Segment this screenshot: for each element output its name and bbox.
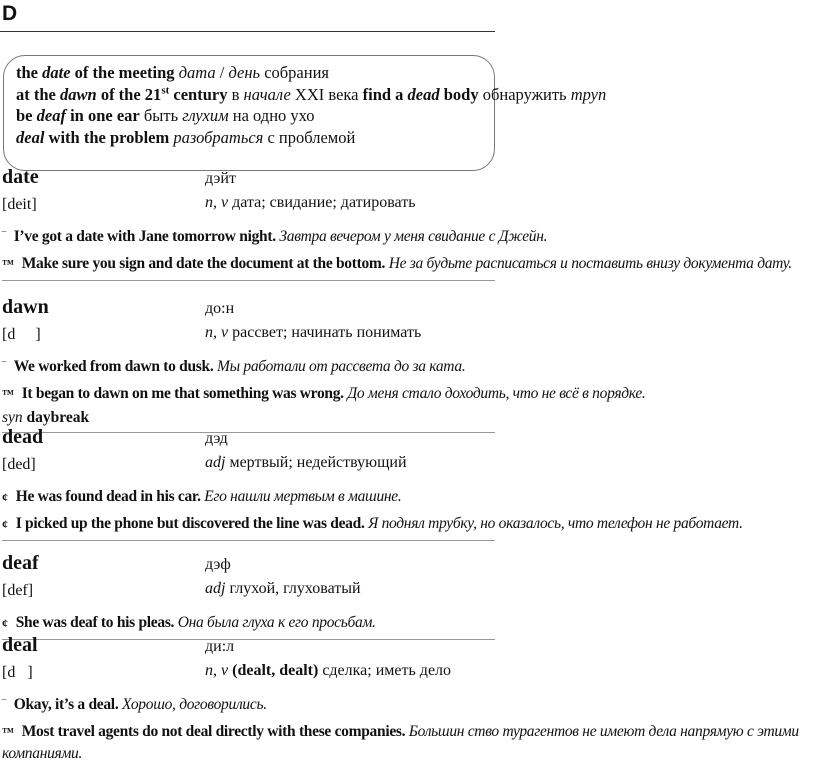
russian-pronunciation: дэйт	[205, 170, 236, 187]
example-russian: Не за будьте расписаться и поставить внизу документа дату.	[388, 255, 792, 272]
example-english: Okay, it’s a deal.	[13, 696, 119, 713]
collocation-line	[16, 84, 606, 106]
definition	[205, 662, 451, 680]
collocation-segment: быть	[139, 106, 183, 125]
dictionary-entry	[2, 552, 816, 640]
entry-divider	[2, 540, 495, 541]
example-sentence	[2, 486, 816, 508]
example-marker: ‾	[2, 360, 6, 374]
definition	[205, 194, 416, 212]
headword: deaf	[2, 552, 39, 574]
part-of-speech: n, v	[205, 662, 229, 679]
russian-pronunciation: до:н	[205, 300, 235, 317]
dictionary-entry	[2, 634, 816, 765]
translation: сделка; иметь дело	[322, 662, 452, 679]
example-sentence	[2, 694, 816, 716]
definition	[205, 580, 361, 598]
part-of-speech: n, v	[205, 194, 229, 211]
collocation-segment: date	[42, 63, 71, 82]
dictionary-entry	[2, 166, 816, 281]
collocation-segment: dead	[407, 84, 440, 104]
synonym	[2, 409, 816, 427]
transcription-row	[2, 580, 816, 604]
example-english: He was found dead in his car.	[15, 488, 201, 505]
collocation-segment: of the meeting	[70, 63, 179, 82]
collocation-segment: глухим	[182, 106, 229, 125]
example-english: I’ve got a date with Jane tomorrow night.	[13, 228, 276, 245]
transcription: [d ]	[2, 664, 33, 681]
collocation-segment: день	[228, 63, 261, 82]
transcription: [ded]	[2, 456, 36, 473]
collocation-segment: дата	[178, 63, 216, 82]
divider	[0, 31, 495, 32]
dictionary-entry	[2, 296, 816, 433]
translation: дата; свидание; датировать	[232, 194, 416, 211]
collocation-segment: find a	[362, 84, 408, 104]
example-sentence	[2, 356, 816, 378]
example-marker: ‾	[2, 230, 6, 244]
collocation-segment: deaf	[36, 106, 66, 125]
collocation-segment: body	[439, 84, 479, 104]
example-russian: Она была глуха к его просьбам.	[177, 614, 376, 631]
transcription-row	[2, 324, 816, 348]
example-russian: Завтра вечером у меня свидание с Джейн.	[279, 228, 548, 245]
collocation-segment: с проблемой	[263, 127, 356, 147]
transcription: [d ]	[2, 326, 41, 343]
example-sentence	[2, 253, 816, 275]
part-of-speech: n, v	[205, 324, 229, 341]
transcription-row	[2, 194, 816, 218]
example-marker: ™	[2, 725, 14, 739]
headword: dawn	[2, 296, 49, 318]
example-russian: До меня стало доходить, что не всё в порядке.	[347, 385, 646, 402]
collocations-list	[16, 62, 606, 148]
example-english: We worked from dawn to dusk.	[13, 358, 214, 375]
example-sentence	[2, 612, 816, 634]
example-sentence	[2, 383, 816, 405]
translation: глухой, глуховатый	[229, 580, 361, 597]
collocation-segment: in one ear	[65, 106, 140, 125]
collocation-segment: в	[227, 84, 244, 104]
example-russian: Его нашли мертвым в машине.	[204, 488, 402, 505]
example-russian: Я поднял трубку, но оказалось, что телефон не работает.	[368, 515, 743, 532]
entry-divider	[2, 280, 495, 281]
russian-pronunciation: ди:л	[205, 638, 235, 655]
section-letter: D	[2, 2, 18, 25]
example-marker: ‾	[2, 698, 6, 712]
example-russian: Большин ство турагентов не имеют дела напрямую с этими компаниями.	[2, 723, 799, 762]
collocation-segment: be	[16, 106, 37, 125]
collocation-segment: at the	[16, 84, 60, 104]
transcription-row	[2, 662, 816, 686]
collocation-segment: dawn	[60, 84, 97, 104]
example-russian: Мы работали от рассвета до за ката.	[217, 358, 466, 375]
verb-forms: (dealt, dealt)	[232, 662, 319, 679]
headword-row	[2, 634, 816, 662]
example-sentence	[2, 721, 816, 765]
example-marker: ¢	[2, 517, 8, 531]
collocation-segment: century	[169, 84, 228, 104]
example-marker: ¢	[2, 616, 8, 630]
collocation-segment: разобраться	[173, 127, 264, 147]
collocation-segment: the	[16, 63, 43, 82]
collocation-segment: XXI века	[290, 84, 363, 104]
russian-pronunciation: дэф	[205, 556, 231, 573]
definition	[205, 454, 407, 472]
part-of-speech: adj	[205, 454, 226, 471]
headword: dead	[2, 426, 44, 448]
example-sentence	[2, 226, 816, 248]
example-english: She was deaf to his pleas.	[15, 614, 175, 631]
transcription: [deit]	[2, 196, 37, 213]
collocation-segment: на одно ухо	[228, 106, 315, 125]
part-of-speech: adj	[205, 580, 226, 597]
collocation-segment: of the 21	[96, 84, 162, 104]
translation: мертвый; недействующий	[229, 454, 407, 471]
example-marker: ¢	[2, 490, 8, 504]
headword-row	[2, 552, 816, 580]
example-sentence	[2, 513, 816, 535]
headword-row	[2, 166, 816, 194]
collocation-segment: собрания	[260, 63, 329, 82]
example-russian: Хорошо, договорились.	[121, 696, 267, 713]
example-marker: ™	[2, 387, 14, 401]
synonym-label: syn	[2, 409, 23, 426]
example-english: I picked up the phone but discovered the line was dead.	[15, 515, 365, 532]
definition	[205, 324, 421, 342]
transcription: [def]	[2, 582, 34, 599]
example-english: Most travel agents do not deal directly with these companies.	[21, 723, 406, 740]
collocation-segment: начале	[243, 84, 291, 104]
collocation-line	[16, 127, 606, 149]
transcription-row	[2, 454, 816, 478]
collocation-segment: обнаружить	[478, 84, 571, 104]
collocation-line	[16, 105, 606, 127]
translation: рассвет; начинать понимать	[232, 324, 422, 341]
headword-row	[2, 296, 816, 324]
russian-pronunciation: дэд	[205, 430, 228, 447]
headword: date	[2, 166, 39, 188]
collocation-segment: with the problem	[44, 127, 174, 147]
collocation-segment: deal	[16, 127, 45, 147]
collocation-segment: st	[161, 84, 170, 96]
collocation-segment: труп	[570, 84, 607, 104]
headword-row	[2, 426, 816, 454]
collocation-line	[16, 62, 606, 84]
headword: deal	[2, 634, 38, 656]
example-english: It began to dawn on me that something was wrong.	[21, 385, 344, 402]
dictionary-entry	[2, 426, 816, 541]
synonym-word: daybreak	[26, 409, 90, 426]
example-marker: ™	[2, 257, 14, 271]
example-english: Make sure you sign and date the document at the bottom.	[21, 255, 386, 272]
collocation-segment: /	[215, 63, 229, 82]
